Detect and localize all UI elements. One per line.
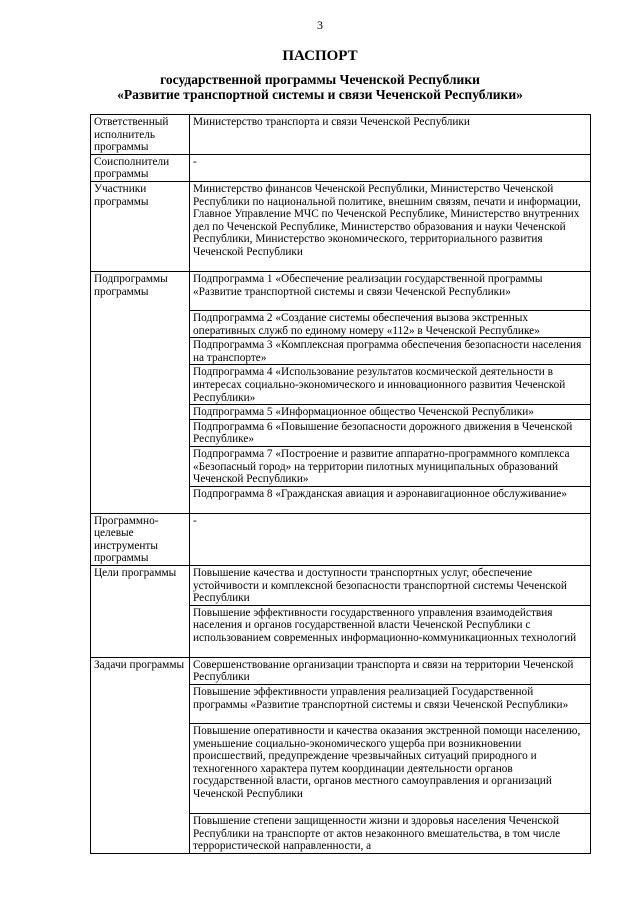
subtitle-line-2: «Развитие транспортной системы и связи Чеченской Республики» bbox=[117, 87, 523, 102]
table-row bbox=[91, 566, 591, 606]
table-row bbox=[91, 513, 591, 565]
row-value: Подпрограмма 1 «Обеспечение реализации государственной программы «Развитие транспортной системы и связи Чеченской Республики» bbox=[190, 271, 591, 310]
row-value: Совершенствование организации транспорта и связи на территории Чеченской Республики bbox=[190, 657, 591, 684]
row-value: Подпрограмма 6 «Повышение безопасности дорожного движения в Чеченской Республике» bbox=[190, 419, 591, 446]
row-value: Подпрограмма 2 «Создание системы обеспечения вызова экстренных оперативных служб по единому номеру «112» в Чеченской Республике» bbox=[190, 310, 591, 337]
document-subtitle bbox=[0, 72, 640, 102]
subtitle-line-1: государственной программы Чеченской Республики bbox=[160, 72, 480, 87]
row-value: Министерство финансов Чеченской Республики, Министерство Чеченской Республики по национальной политике, внешним связям, печати и информации, Главное Управление МЧС по Чеченской Республике, Министерство внутренних дел по Чеченской Республике, Министерство образования и науки Чеченской Республики, Министерство экономического, территориального развития Чеченской Республики bbox=[190, 181, 591, 271]
row-value: Подпрограмма 3 «Комплексная программа обеспечения безопасности населения на транспорте» bbox=[190, 338, 591, 365]
table-row bbox=[91, 115, 591, 155]
row-value: Повышение оперативности и качества оказания экстренной помощи населению, уменьшение социально-экономического ущерба при возникновении происшествий, предупреждение чрезвычайных ситуаций природного и техногенного характера путем координации деятельности органов государственной власти, органов местного самоуправления и организаций Чеченской Республики bbox=[190, 724, 591, 814]
row-label: Участники программы bbox=[91, 181, 190, 271]
row-value: Подпрограмма 8 «Гражданская авиация и аэронавигационное обслуживание» bbox=[190, 486, 591, 513]
row-value: Подпрограмма 7 «Построение и развитие аппаратно-программного комплекса «Безопасный город» на территории пилотных муниципальных образований Чеченской Республики» bbox=[190, 446, 591, 486]
passport-table bbox=[90, 114, 591, 854]
row-value: Повышение эффективности государственного управления взаимодействия населения и органов государственной власти Чеченской Республики с использованием современных информационно-коммуникационных технологий bbox=[190, 605, 591, 657]
row-label: Задачи программы bbox=[91, 657, 190, 853]
table-row bbox=[91, 154, 591, 181]
row-value: Повышение эффективности управления реализацией Государственной программы «Развитие транспортной системы и связи Чеченской Республики» bbox=[190, 685, 591, 724]
row-value: - bbox=[190, 513, 591, 565]
table-row bbox=[91, 271, 591, 310]
row-label: Программно-целевые инструменты программы bbox=[91, 513, 190, 565]
row-value: Повышение качества и доступности транспортных услуг, обеспечение устойчивости и комплексной безопасности транспортной системы Чеченской Республики bbox=[190, 566, 591, 606]
page-number: 3 bbox=[317, 18, 323, 32]
row-value: - bbox=[190, 154, 591, 181]
row-label: Соисполнители программы bbox=[91, 154, 190, 181]
table-row bbox=[91, 657, 591, 684]
row-value: Подпрограмма 4 «Использование результатов космической деятельности в интересах социально-экономического и инновационного развития Чеченской Республики» bbox=[190, 365, 591, 405]
row-label: Ответственный исполнитель программы bbox=[91, 115, 190, 155]
row-label: Подпрограммы программы bbox=[91, 271, 190, 513]
row-label: Цели программы bbox=[91, 566, 190, 658]
row-value: Министерство транспорта и связи Чеченской Республики bbox=[190, 115, 591, 155]
row-value: Подпрограмма 5 «Информационное общество Чеченской Республики» bbox=[190, 405, 591, 420]
row-value: Повышение степени защищенности жизни и здоровья населения Чеченской Республики на транспорте от актов незаконного вмешательства, в том числе террористической направленности, а bbox=[190, 814, 591, 854]
table-row bbox=[91, 181, 591, 271]
document-title: ПАСПОРТ bbox=[282, 48, 358, 64]
